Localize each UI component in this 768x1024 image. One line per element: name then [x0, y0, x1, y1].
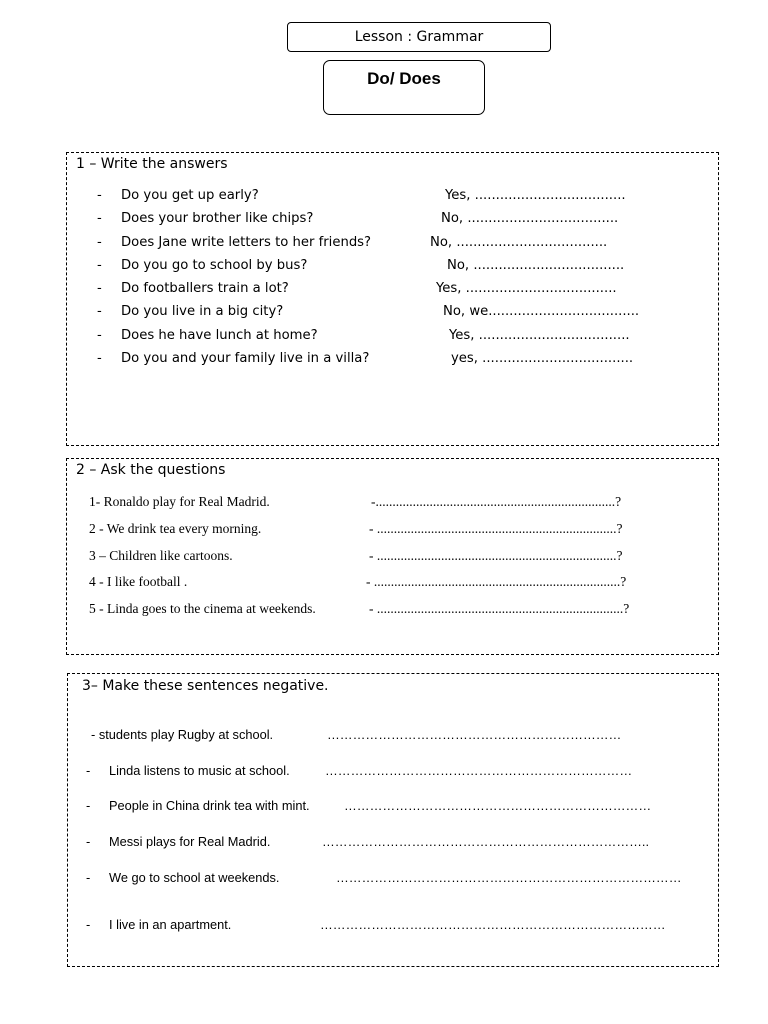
- s3-answer-1: ……………………………………………………………: [327, 727, 622, 742]
- list-item-dash: -: [86, 870, 91, 885]
- s3-sentence-1: - students play Rugby at school.: [91, 727, 274, 742]
- s3-answer-4: …………………………………………………………………..: [322, 834, 650, 849]
- s1-answer-4: No, ....................................: [447, 258, 625, 273]
- s1-answer-3: No, ....................................: [430, 235, 608, 250]
- s1-answer-8: yes, ....................................: [451, 351, 634, 366]
- s1-answer-6: No, we....................................: [443, 304, 640, 319]
- list-item-dash: -: [86, 917, 91, 932]
- lesson-label-box: [287, 22, 551, 52]
- list-item-dash: -: [97, 304, 102, 319]
- s1-answer-2: No, ....................................: [441, 211, 619, 226]
- section2-heading: 2 – Ask the questions: [76, 462, 226, 478]
- section1-heading: 1 – Write the answers: [76, 156, 228, 172]
- s2-answer-1: -.......................................................................?: [371, 494, 622, 509]
- s2-answer-5: - .........................................................................?: [369, 601, 630, 616]
- list-item-dash: -: [97, 211, 102, 226]
- s1-question-7: Does he have lunch at home?: [121, 328, 318, 343]
- s1-question-8: Do you and your family live in a villa?: [121, 351, 370, 366]
- list-item-dash: -: [86, 798, 91, 813]
- list-item-dash: -: [97, 328, 102, 343]
- list-item-dash: -: [97, 351, 102, 366]
- s3-sentence-2: Linda listens to music at school.: [109, 763, 290, 778]
- s3-answer-2: ………………………………………………………………: [325, 763, 633, 778]
- s3-answer-5: ………………………………………………………………………: [336, 870, 682, 885]
- s1-question-5: Do footballers train a lot?: [121, 281, 289, 296]
- section3-heading: 3– Make these sentences negative.: [82, 678, 329, 694]
- s3-sentence-3: People in China drink tea with mint.: [109, 798, 310, 813]
- s2-prompt-3: 3 – Children like cartoons.: [89, 548, 233, 563]
- s3-answer-6: ………………………………………………………………………: [320, 917, 666, 932]
- list-item-dash: -: [97, 258, 102, 273]
- s2-prompt-4: 4 - I like football .: [89, 574, 188, 589]
- s1-answer-1: Yes, ....................................: [445, 188, 626, 203]
- s2-answer-2: - .......................................................................?: [369, 521, 623, 536]
- s2-prompt-2: 2 - We drink tea every morning.: [89, 521, 262, 536]
- s1-question-1: Do you get up early?: [121, 188, 259, 203]
- s1-answer-7: Yes, ....................................: [449, 328, 630, 343]
- s3-sentence-4: Messi plays for Real Madrid.: [109, 834, 271, 849]
- s1-question-6: Do you live in a big city?: [121, 304, 284, 319]
- lesson-label: Lesson : Grammar: [354, 29, 484, 45]
- list-item-dash: -: [97, 188, 102, 203]
- s2-prompt-1: 1- Ronaldo play for Real Madrid.: [89, 494, 270, 509]
- s2-answer-3: - .......................................................................?: [369, 548, 623, 563]
- page-title: Do/ Does: [367, 69, 441, 88]
- list-item-dash: -: [97, 281, 102, 296]
- s2-answer-4: - .........................................................................?: [366, 574, 627, 589]
- s3-answer-3: ………………………………………………………………: [344, 798, 652, 813]
- s1-question-2: Does your brother like chips?: [121, 211, 314, 226]
- s2-prompt-5: 5 - Linda goes to the cinema at weekends.: [89, 601, 316, 616]
- s1-question-4: Do you go to school by bus?: [121, 258, 308, 273]
- list-item-dash: -: [97, 235, 102, 250]
- s3-sentence-5: We go to school at weekends.: [109, 870, 280, 885]
- s1-question-3: Does Jane write letters to her friends?: [121, 235, 372, 250]
- title-box: [323, 60, 485, 115]
- list-item-dash: -: [86, 834, 91, 849]
- s1-answer-5: Yes, ....................................: [436, 281, 617, 296]
- list-item-dash: -: [86, 763, 91, 778]
- s3-sentence-6: I live in an apartment.: [109, 917, 232, 932]
